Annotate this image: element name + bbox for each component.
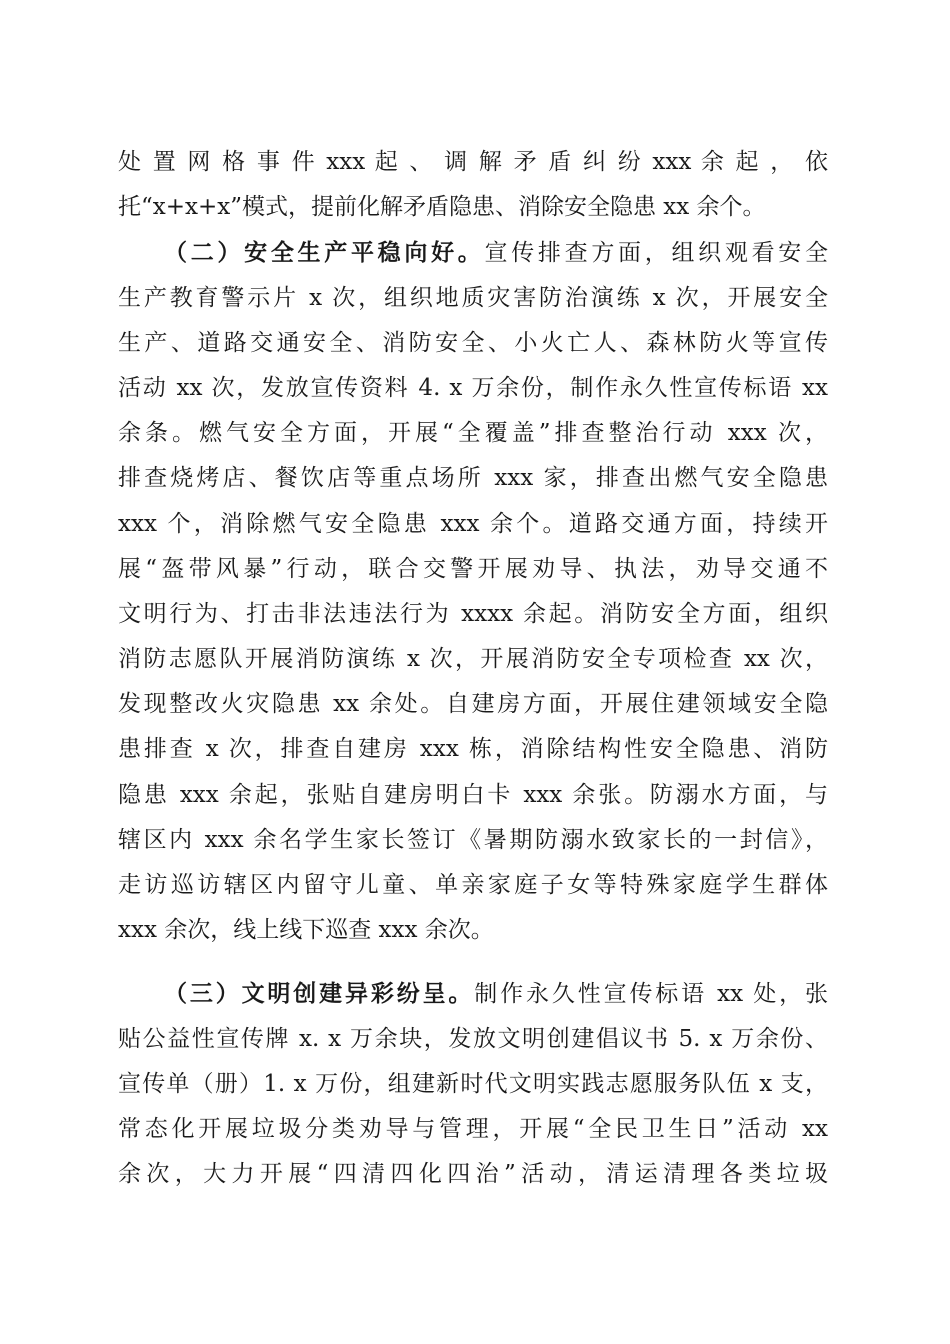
text-line: 宣传单（册）1. x 万份，组建新时代文明实践志愿服务队伍 x 支， [118, 1070, 828, 1097]
text-line: 消防志愿队开展消防演练 x 次，开展消防安全专项检查 xx 次， [118, 646, 828, 673]
text-line: 走访巡访辖区内留守儿童、单亲家庭子女等特殊家庭学生群体 [118, 872, 828, 898]
text-line [118, 971, 828, 1016]
text-run: 宣传排查方面，组织观看安全 [484, 240, 829, 267]
text-line: 排查烧烤店、餐饮店等重点场所 xxx 家，排查出燃气安全隐患 [118, 465, 828, 492]
text-line: 患排查 x 次，排查自建房 xxx 栋，消除结构性安全隐患、消防 [118, 736, 828, 763]
document-body [118, 140, 828, 1197]
text-line: xxx 个，消除燃气安全隐患 xxx 余个。道路交通方面，持续开 [118, 510, 828, 537]
text-line: 贴公益性宣传牌 x. x 万余块，发放文明创建倡议书 5. x 万余份、 [118, 1025, 828, 1052]
text-line: 生产教育警示片 x 次，组织地质灾害防治演练 x 次，开展安全 [118, 284, 828, 311]
text-run: 制作永久性宣传标语 xx 处，张 [474, 981, 829, 1008]
text-line: 常态化开展垃圾分类劝导与管理，开展“全民卫生日”活动 xx [118, 1115, 828, 1142]
text-line: xxx 余次，线上线下巡查 xxx 余次。 [118, 917, 494, 944]
text-line: 托“x+x+x”模式，提前化解矛盾隐患、消除安全隐患 xx 余个。 [118, 194, 766, 221]
section-heading: （三）文明创建异彩纷呈。 [164, 980, 475, 1008]
text-line: 发现整改火灾隐患 xx 余处。自建房方面，开展住建领域安全隐 [118, 691, 828, 718]
text-line: 余条。燃气安全方面，开展“全覆盖”排查整治行动 xxx 次， [118, 420, 828, 447]
paragraph-2 [118, 230, 828, 953]
text-line: 活动 xx 次，发放宣传资料 4. x 万余份，制作永久性宣传标语 xx [118, 374, 828, 401]
text-line [118, 230, 828, 275]
paragraph-1 [118, 140, 828, 230]
text-line: 生产、道路交通安全、消防安全、小火亡人、森林防火等宣传 [118, 329, 828, 356]
text-line: 辖区内 xxx 余名学生家长签订《暑期防溺水致家长的一封信》， [118, 826, 828, 853]
text-line: 文明行为、打击非法违法行为 xxxx 余起。消防安全方面，组织 [118, 600, 828, 627]
paragraph-3 [118, 971, 828, 1197]
text-line: 隐患 xxx 余起，张贴自建房明白卡 xxx 余张。防溺水方面，与 [118, 781, 828, 808]
text-line: 余次，大力开展“四清四化四治”活动，清运清理各类垃圾 [118, 1161, 828, 1188]
paragraph-gap [118, 953, 828, 971]
section-heading: （二）安全生产平稳向好。 [164, 239, 485, 267]
text-line: 展“盔带风暴”行动，联合交警开展劝导、执法，劝导交通不 [118, 555, 828, 582]
text-line: 处 置 网 格 事 件 xxx 起 、 调 解 矛 盾 纠 纷 xxx 余 起 ， 依 [118, 149, 828, 175]
